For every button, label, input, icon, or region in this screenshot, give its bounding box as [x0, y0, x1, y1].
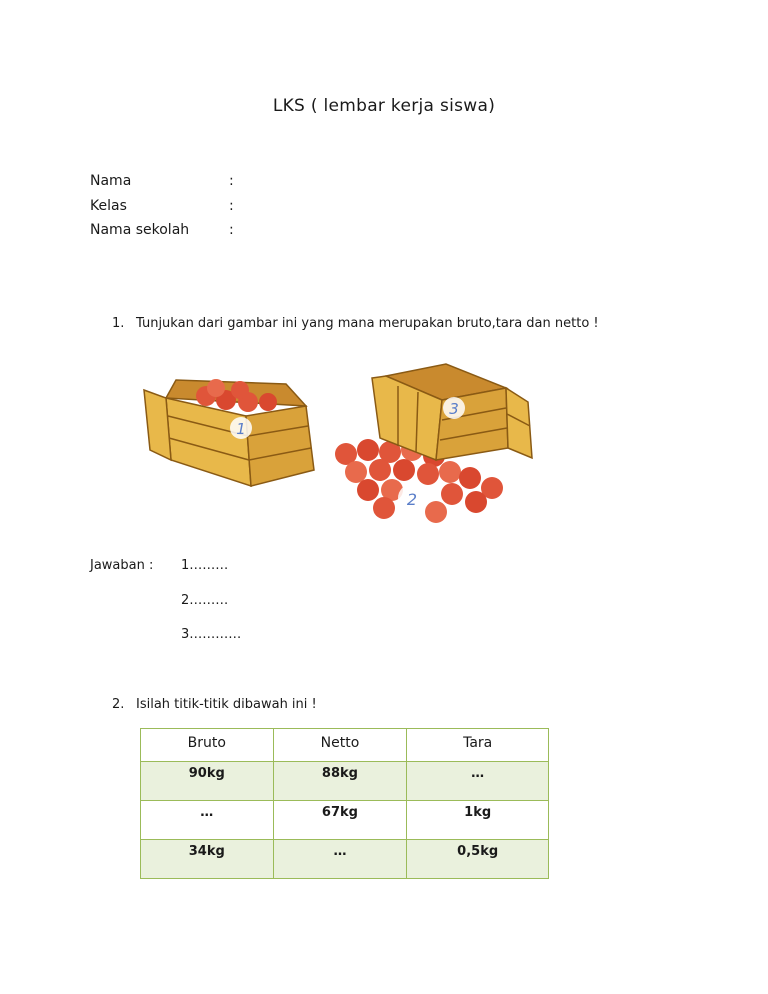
crates-tomatoes-illustration	[136, 358, 548, 540]
crate-1-icon	[144, 379, 314, 486]
crate-label-3: 3	[449, 400, 459, 418]
field-label-kelas: Kelas	[90, 198, 127, 214]
table-cell: 34kg	[141, 840, 274, 879]
question-2-text: Isilah titik-titik dibawah ini !	[136, 697, 317, 712]
table-cell: 88kg	[273, 762, 407, 801]
header-netto: Netto	[273, 729, 407, 762]
table-cell: 67kg	[273, 801, 407, 840]
table-header-row	[141, 729, 549, 762]
table-cell: …	[273, 840, 407, 879]
field-colon-nama-sekolah: :	[229, 222, 234, 238]
question-1-number: 1.	[112, 316, 125, 331]
table-row	[141, 762, 549, 801]
table-cell: …	[407, 762, 549, 801]
answer-item-3: 3…………	[181, 627, 242, 642]
question-1-text: Tunjukan dari gambar ini yang mana merupakan bruto,tara dan netto !	[136, 316, 599, 331]
answer-item-1: 1………	[181, 558, 229, 573]
crate-label-1: 1	[236, 420, 246, 438]
table-row	[141, 840, 549, 879]
table-cell: 1kg	[407, 801, 549, 840]
header-bruto: Bruto	[141, 729, 274, 762]
crate-label-2: 2	[406, 490, 418, 509]
page-title: LKS ( lembar kerja siswa)	[272, 96, 496, 116]
field-colon-kelas: :	[229, 198, 234, 214]
bruto-netto-tara-table	[140, 728, 549, 879]
answer-label: Jawaban :	[90, 558, 154, 573]
answer-item-2: 2………	[181, 593, 229, 608]
table-cell: 90kg	[141, 762, 274, 801]
table-cell: 0,5kg	[407, 840, 549, 879]
table-row	[141, 801, 549, 840]
question-2-number: 2.	[112, 697, 125, 712]
field-label-nama-sekolah: Nama sekolah	[90, 222, 190, 238]
table-cell: …	[141, 801, 274, 840]
header-tara: Tara	[407, 729, 549, 762]
field-colon-nama: :	[229, 173, 234, 189]
field-label-nama: Nama	[90, 173, 132, 189]
